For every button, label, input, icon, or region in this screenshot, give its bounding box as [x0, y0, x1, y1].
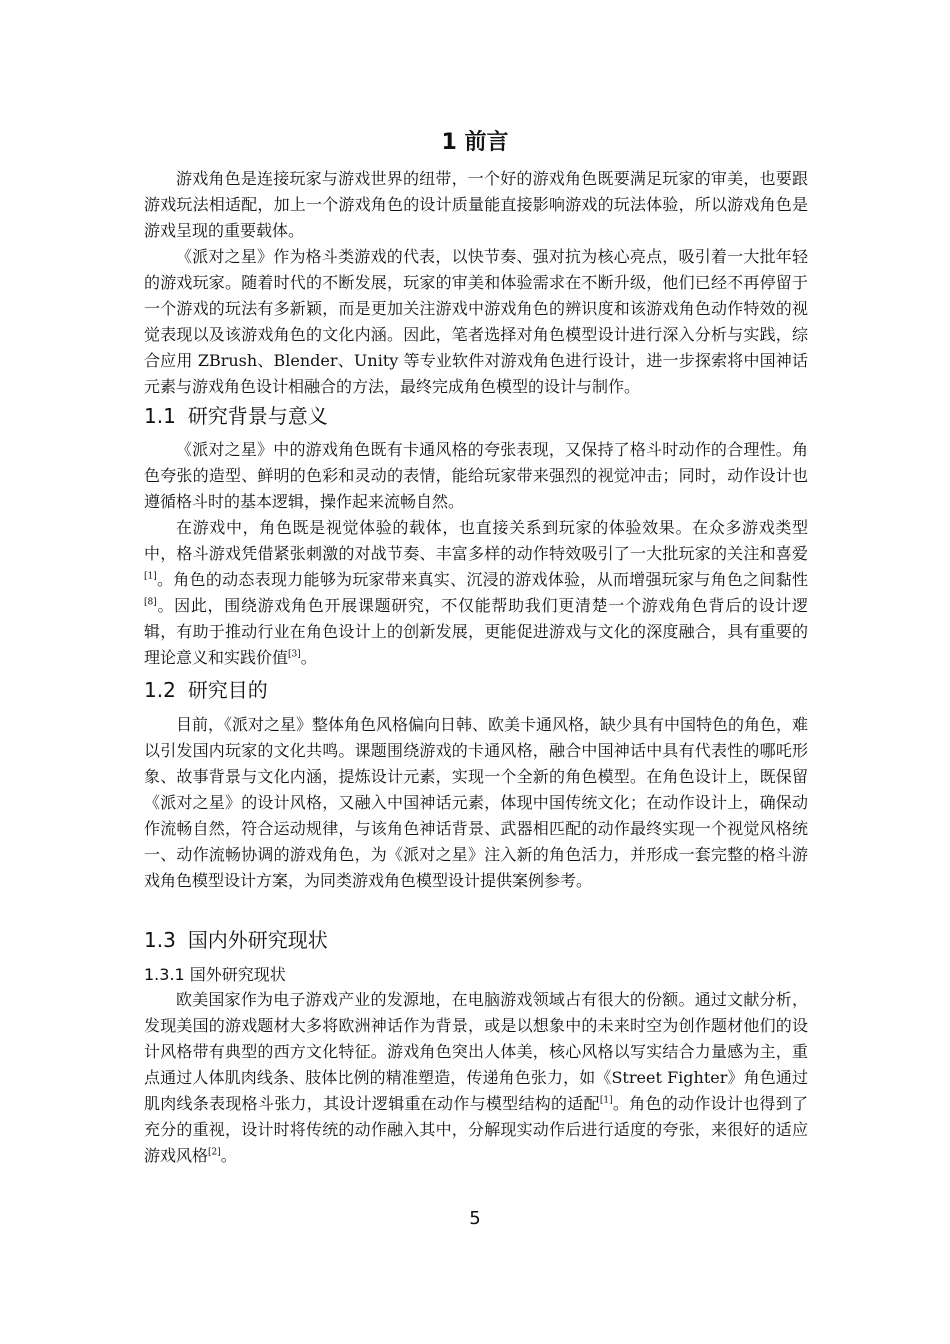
chapter-number: 1: [441, 130, 457, 155]
s11-p2-text-c: 。因此，围绕游戏角色开展课题研究，不仅能帮助我们更清楚一个游戏角色背后的设计逻辑，有助于推动行业在角色设计上的创新发展，更能促进游戏与文化的深度融合，具有重要的理论意义和实践价值: [144, 596, 808, 667]
section-1-1-heading: [144, 401, 328, 431]
section-1-3-1-body: [144, 987, 808, 1169]
section-number: 1.1: [144, 404, 176, 428]
s11-p2-text-a: 在游戏中，角色既是视觉体验的载体，也直接关系到玩家的体验效果。在众多游戏类型中，格斗游戏凭借紧张刺激的对战节奏、丰富多样的动作特效吸引了一大批玩家的关注和喜爱: [144, 518, 808, 563]
section-title: 国内外研究现状: [187, 928, 328, 952]
chapter-title: [0, 126, 950, 160]
page-number: 5: [469, 1208, 481, 1229]
section-number: 1.2: [144, 678, 176, 702]
section-title: 研究背景与意义: [187, 404, 328, 428]
s11-p2-text-d: 。: [300, 648, 317, 667]
s131-paragraph-1: [144, 987, 808, 1169]
section-1-3-heading: [144, 925, 328, 955]
citation: [1]: [599, 1095, 613, 1106]
intro-paragraph-1: 游戏角色是连接玩家与游戏世界的纽带，一个好的游戏角色既要满足玩家的审美，也要跟游戏玩法相适配，加上一个游戏角色的设计质量能直接影响游戏的玩法体验，所以游戏角色是游戏呈现的重要载体。: [144, 169, 808, 240]
citation: [8]: [144, 597, 157, 608]
s131-text-a: 欧美国家作为电子游戏产业的发源地，在电脑游戏领域占有很大的份额。通过文献分析，发现美国的游戏题材大多将欧洲神话作为背景，或是以想象中的未来时空为创作题材他们的设计风格带有典型的西方文化特征。游戏角色突出人体美，核心风格以写实结合力量感为主，重点通过人体肌肉线条、肢体比例的精准塑造，传递角色张力，如《Street Fighter》角色通过肌肉线条表现格斗张力，其设计逻辑重在动作与模型结构的适配: [144, 990, 808, 1113]
section-title: 研究目的: [187, 678, 268, 702]
section-1-2-body: [144, 712, 808, 894]
citation: [1]: [144, 571, 157, 582]
s12-paragraph-1: 目前，《派对之星》整体角色风格偏向日韩、欧美卡通风格，缺少具有中国特色的角色，难以引发国内玩家的文化共鸣。课题围绕游戏的卡通风格，融合中国神话中具有代表性的哪吒形象、故事背景与文化内涵，提炼设计元素，实现一个全新的角色模型。在角色设计上，既保留《派对之星》的设计风格，又融入中国神话元素，体现中国传统文化；在动作设计上，确保动作流畅自然，符合运动规律，与该角色神话背景、武器相匹配的动作最终实现一个视觉风格统一、动作流畅协调的游戏角色，为《派对之星》注入新的角色活力，并形成一套完整的格斗游戏角色模型设计方案，为同类游戏角色模型设计提供案例参考。: [144, 715, 809, 890]
s11-paragraph-1: 《派对之星》中的游戏角色既有卡通风格的夸张表现，又保持了格斗时动作的合理性。角色夸张的造型、鲜明的色彩和灵动的表情，能给玩家带来强烈的视觉冲击；同时，动作设计也遵循格斗时的基本逻辑，操作起来流畅自然。: [144, 440, 808, 511]
s11-paragraph-2: [144, 515, 808, 671]
citation: [3]: [288, 649, 301, 660]
intro-section: [144, 166, 808, 400]
section-number: 1.3: [144, 928, 176, 952]
s131-text-c: 。: [220, 1146, 237, 1165]
chapter-title-text: 前言: [464, 130, 509, 155]
citation: [2]: [208, 1147, 221, 1158]
section-1-2-heading: [144, 675, 268, 705]
section-1-1-body: [144, 437, 808, 671]
intro-paragraph-2: 《派对之星》作为格斗类游戏的代表，以快节奏、强对抗为核心亮点，吸引着一大批年轻的游戏玩家。随着时代的不断发展，玩家的审美和体验需求在不断升级，他们已经不再停留于一个游戏的玩法有多新颖，而是更加关注游戏中游戏角色的辨识度和该游戏角色动作特效的视觉表现以及该游戏角色的文化内涵。因此，笔者选择对角色模型设计进行深入分析与实践，综合应用 ZBrush、Blender、Unity 等专业软件对游戏角色进行设计，进一步探索将中国神话元素与游戏角色设计相融合的方法，最终完成角色模型的设计与制作。: [144, 247, 808, 396]
subsection-1-3-1-heading: 1.3.1 国外研究现状: [144, 965, 286, 984]
s131-text-b: 。角色的动作设计也得到了充分的重视，设计时将传统的动作融入其中，分解现实动作后进行适度的夸张，来很好的适应游戏风格: [144, 1094, 808, 1165]
s11-p2-text-b: 。角色的动态表现力能够为玩家带来真实、沉浸的游戏体验，从而增强玩家与角色之间黏性: [156, 570, 808, 589]
